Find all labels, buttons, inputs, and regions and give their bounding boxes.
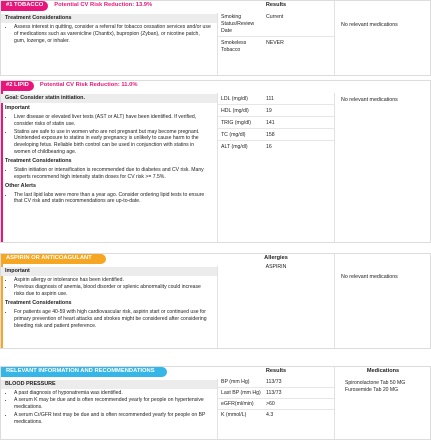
list-item: • Assess interest in quitting, consider a referral for tobacco cessation services and/or use of medications such as varenicline (Chantix), bupropion (Zyban), or nicotine patch, gum, lozenge, or inhaler.: [14, 24, 211, 45]
tobacco-treatment-heading: Treatment Considerations: [1, 14, 217, 23]
result-row: Smokeless Tobacco NEVER: [221, 40, 284, 54]
aspirin-card: [0, 253, 431, 349]
lipid-treatment-heading: Treatment Considerations: [5, 158, 72, 165]
tobacco-risk: Potential CV Risk Reduction: 13.9%: [54, 2, 153, 9]
lipid-tag: #2 LIPID: [1, 81, 34, 91]
result-row: Last BP (mm Hg) 113/73: [218, 388, 334, 399]
aspirin-treatment-heading: Treatment Considerations: [5, 300, 72, 307]
relevant-info-card: [0, 366, 431, 440]
allergies-heading: Allergies: [264, 255, 288, 261]
aspirin-treatment-bullets: [1, 309, 217, 330]
lipid-header: [1, 81, 137, 91]
lipid-other-heading: Other Alerts: [5, 182, 36, 189]
list-item: • Liver disease or elevated liver tests (AST or ALT) have been identified. If verified, consider risks of statin use.: [14, 114, 211, 128]
aspirin-important-bullets: [1, 277, 217, 298]
lipid-treatment-bullets: [1, 167, 217, 181]
list-item: • A past diagnosis of hyponatremia was identified.: [14, 390, 211, 397]
list-item: • A serum K may be due and is often recommended yearly for people on hypertensive medications.: [14, 397, 211, 411]
tobacco-card: [0, 0, 431, 76]
lipid-recommendations: [1, 93, 218, 242]
relevant-bullets: [1, 390, 217, 426]
lipid-results: [218, 93, 335, 242]
medication-list: [335, 377, 431, 394]
result-row: ALT (mg/dl) 16: [221, 144, 272, 151]
lipid-other-bullets: [1, 192, 217, 206]
lipid-important-bullets: [1, 114, 217, 156]
list-item: • Previous diagnosis of anemia, blood disorder or splenic abnormality could increase risks due to aspirin use.: [14, 284, 211, 298]
list-item: Spironolactone Tab 50 MG: [345, 380, 406, 386]
result-row: K (mmol/L) 4.3: [221, 412, 274, 419]
tobacco-recommendations: [1, 13, 218, 75]
relevant-recommendations: [1, 379, 218, 440]
blood-pressure-heading: BLOOD PRESSURE: [1, 380, 217, 389]
result-row: LDL (mg/dl) 111: [218, 93, 334, 105]
aspirin-recommendations: [1, 266, 218, 348]
tobacco-header: [1, 1, 152, 11]
result-row: Smoking Status/Review Date Current: [218, 11, 334, 37]
relevant-tag: RELEVANT INFORMATION AND RECOMMENDATIONS: [1, 367, 167, 377]
result-row: BP (mm Hg) 113/73: [218, 377, 334, 388]
aspirin-important-heading: Important: [1, 267, 217, 276]
result-row: eGFR(ml/min) >60: [218, 399, 334, 410]
lipid-important-heading: Important: [5, 105, 30, 112]
results-heading: Results: [265, 2, 287, 8]
tobacco-results: [218, 1, 335, 75]
tobacco-tag: #1 TOBACCO: [1, 1, 48, 11]
tobacco-medications: No relevant medications: [341, 22, 398, 28]
aspirin-medications: No relevant medications: [341, 274, 398, 280]
list-item: • The last lipid labs were more than a year ago. Consider ordering lipid tests to ensure that CV risk and statin recommendations are up-to-date.: [14, 192, 211, 206]
aspirin-header: [1, 254, 106, 264]
list-item: Furosemide Tab 20 MG: [345, 386, 399, 393]
list-item: • Statin initiation or intensification is recommended due to diabetes and CV risk. Many experts recommend high intensity statin doses for CV risk >= 7.5%.: [14, 167, 211, 181]
lipid-risk: Potential CV Risk Reduction: 11.0%: [39, 82, 138, 89]
list-item: • A serum Cr/GFR test may be due and is often recommended yearly for people on BP medications.: [14, 412, 211, 426]
result-row: HDL (mg/dl) 19: [218, 105, 334, 117]
lipid-goal: Goal: Consider statin initiation.: [1, 94, 217, 103]
tobacco-bullets: [1, 24, 217, 45]
results-heading: Results: [265, 368, 287, 374]
result-row: TC (mg/dl) 158: [218, 129, 334, 141]
aspirin-allergies: [218, 254, 335, 348]
lipid-medications: No relevant medications: [341, 97, 398, 103]
relevant-header: [1, 367, 167, 377]
aspirin-tag: ASPIRIN OR ANTICOAGULANT: [1, 254, 106, 264]
result-row: TRIG (mg/dl) 141: [218, 117, 334, 129]
list-item: • Statins are safe to use in women who are not pregnant but may become pregnant. Unintended exposure to statins in early pregnancy is unlikely to cause harm to the developing fetus. Reliable birth control can be used in conjunction with statins in women of childbearing age.: [14, 129, 211, 157]
list-item: • For patients age 40-59 with high cardiovascular risk, aspirin start or continued use for primary prevention of heart attacks and strokes might be considered after considering bleeding risk and patient preference.: [14, 309, 211, 330]
lipid-card: [0, 80, 431, 243]
medications-heading: Medications: [366, 368, 400, 374]
allergy-value: ASPIRIN: [265, 264, 287, 270]
list-item: • Aspirin allergy or intolerance has been identified.: [14, 277, 211, 284]
relevant-results: [218, 367, 335, 439]
relevant-medications: [335, 367, 431, 394]
